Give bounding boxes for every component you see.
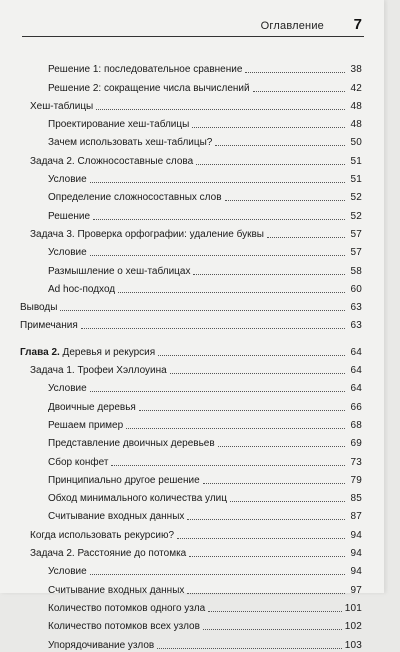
toc-chapter-label <box>20 347 155 359</box>
toc-entry <box>0 278 384 296</box>
toc-entry <box>0 296 384 314</box>
toc-entry-label: Решение 1: последовательное сравнение <box>48 64 243 76</box>
toc-entry <box>0 314 384 332</box>
toc-entry <box>0 168 384 186</box>
toc-entry-page: 97 <box>350 584 362 596</box>
toc-entry-page: 79 <box>350 474 362 486</box>
toc-leader <box>170 373 345 374</box>
toc-entry-page: 58 <box>350 265 362 277</box>
toc-leader <box>267 237 345 238</box>
toc-leader <box>90 574 345 575</box>
header-rule <box>22 36 364 37</box>
toc-entry <box>0 450 384 468</box>
toc-leader <box>111 465 345 466</box>
toc-entry-label: Задача 2. Расстояние до потомка <box>30 548 187 560</box>
toc-entry-label: Примечания <box>20 320 78 332</box>
toc-entry <box>0 186 384 204</box>
toc-entry <box>0 487 384 505</box>
toc-entry-page: 64 <box>350 346 362 358</box>
page-number: 7 <box>353 16 362 33</box>
toc-entry-page: 63 <box>350 302 362 314</box>
toc-leader <box>158 355 345 356</box>
toc-leader <box>118 292 345 293</box>
toc-entry-page: 68 <box>350 419 362 431</box>
toc-leader <box>203 629 342 630</box>
toc-entry-label: Решение <box>48 210 91 222</box>
toc-leader <box>245 72 345 73</box>
toc-entry-page: 87 <box>350 511 362 523</box>
toc-entry <box>0 377 384 395</box>
toc-entry <box>0 76 384 94</box>
toc-leader <box>96 109 345 110</box>
toc-entry-label: Размышление о хеш-таблицах <box>48 265 191 277</box>
toc-entry-page: 103 <box>344 639 362 651</box>
toc-entry <box>0 633 384 651</box>
toc-entry-label: Принципиально другое решение <box>48 474 200 486</box>
toc-entry <box>0 432 384 450</box>
toc-entry <box>0 113 384 131</box>
toc-entry-label: Условие <box>48 174 87 186</box>
toc-leader <box>90 391 345 392</box>
toc-leader <box>203 483 345 484</box>
toc-leader <box>157 648 341 649</box>
toc-entry-label: Сбор конфет <box>48 456 109 468</box>
toc-entry <box>0 131 384 149</box>
toc-entry <box>0 542 384 560</box>
toc-entry-label: Двоичные деревья <box>48 401 136 413</box>
toc-entry-label: Представление двоичных деревьев <box>48 438 215 450</box>
toc-entry-page: 102 <box>344 621 362 633</box>
toc-leader <box>93 219 345 220</box>
toc-entry-label: Задача 3. Проверка орфографии: удаление буквы <box>30 228 264 240</box>
toc-entry <box>0 578 384 596</box>
toc-leader <box>225 200 345 201</box>
toc-entry-label: Условие <box>48 247 87 259</box>
toc-entry-page: 94 <box>350 548 362 560</box>
toc-entry-page: 64 <box>350 365 362 377</box>
toc-leader <box>126 428 345 429</box>
toc-chapter-number: Глава 2. <box>20 346 60 358</box>
toc-entry <box>0 259 384 277</box>
toc-entry-page: 38 <box>350 64 362 76</box>
toc-leader <box>253 91 345 92</box>
toc-entry <box>0 560 384 578</box>
toc-leader <box>60 310 345 311</box>
toc-entry-page: 57 <box>350 247 362 259</box>
toc-entry <box>0 204 384 222</box>
toc-entry <box>0 223 384 241</box>
toc-entry-page: 52 <box>350 192 362 204</box>
toc-entry-label: Решаем пример <box>48 419 124 431</box>
toc-entry-label: Определение сложносоставных слов <box>48 192 222 204</box>
toc-entry <box>0 58 384 76</box>
toc-entry-page: 69 <box>350 438 362 450</box>
toc-leader <box>90 255 345 256</box>
toc-leader <box>193 274 345 275</box>
toc-entry-label: Задача 2. Сложносоставные слова <box>30 155 194 167</box>
toc-entry <box>0 505 384 523</box>
toc-entry-label: Считывание входных данных <box>48 584 185 596</box>
toc-entry-label: Задача 1. Трофеи Хэллоуина <box>30 365 167 377</box>
toc-leader <box>196 164 345 165</box>
toc-entry-page: 48 <box>350 119 362 131</box>
toc-entry-label: Обход минимального количества улиц <box>48 493 227 505</box>
toc-entry-page: 51 <box>350 155 362 167</box>
toc-entry <box>0 241 384 259</box>
toc-entry-page: 42 <box>350 82 362 94</box>
toc-entry-label: Упорядочивание узлов <box>48 639 155 651</box>
toc-leader <box>90 182 345 183</box>
toc-entry <box>0 95 384 113</box>
toc-entry-page: 50 <box>350 137 362 149</box>
toc-chapter-entry <box>0 340 384 358</box>
toc-leader <box>215 145 345 146</box>
toc-entry-page: 51 <box>350 174 362 186</box>
toc-entry-page: 101 <box>344 602 362 614</box>
toc-entry <box>0 469 384 487</box>
toc-entry-page: 85 <box>350 493 362 505</box>
toc-entry <box>0 597 384 615</box>
toc-entry-label: Условие <box>48 383 87 395</box>
toc-entry-page: 94 <box>350 566 362 578</box>
toc-entry <box>0 615 384 633</box>
toc-entry-label: Проектирование хеш-таблицы <box>48 119 190 131</box>
toc-entry-label: Количество потомков всех узлов <box>48 621 200 633</box>
toc-leader <box>177 538 345 539</box>
toc-entry-page: 73 <box>350 456 362 468</box>
toc-leader <box>230 501 345 502</box>
toc-entry-label: Условие <box>48 566 87 578</box>
toc-entry <box>0 523 384 541</box>
toc-leader <box>81 328 345 329</box>
toc-entry-label: Ad hoc-подход <box>48 283 116 295</box>
toc-leader <box>139 410 345 411</box>
toc-entry <box>0 414 384 432</box>
running-header <box>0 0 384 40</box>
toc-entry-page: 63 <box>350 320 362 332</box>
table-of-contents <box>0 58 384 652</box>
toc-entry-page: 64 <box>350 383 362 395</box>
toc-entry-label: Считывание входных данных <box>48 511 185 523</box>
toc-entry-page: 66 <box>350 401 362 413</box>
toc-entry-label: Зачем использовать хеш-таблицы? <box>48 137 213 149</box>
toc-entry-page: 57 <box>350 228 362 240</box>
toc-leader <box>192 127 345 128</box>
toc-entry-page: 60 <box>350 283 362 295</box>
toc-entry <box>0 149 384 167</box>
toc-entry-label: Хеш-таблицы <box>30 100 94 112</box>
toc-leader <box>218 446 345 447</box>
toc-entry <box>0 359 384 377</box>
toc-entry-page: 94 <box>350 529 362 541</box>
toc-entry-label: Количество потомков одного узла <box>48 602 206 614</box>
toc-entry-page: 52 <box>350 210 362 222</box>
toc-entry <box>0 395 384 413</box>
toc-leader <box>189 556 345 557</box>
toc-entry-label: Решение 2: сокращение числа вычислений <box>48 82 250 94</box>
toc-entry-label: Выводы <box>20 302 58 314</box>
toc-leader <box>208 611 342 612</box>
toc-chapter-title: Деревья и рекурсия <box>59 346 156 358</box>
toc-entry-label: Когда использовать рекурсию? <box>30 529 174 541</box>
toc-leader <box>187 519 345 520</box>
running-header-title: Оглавление <box>260 20 324 32</box>
toc-entry-page: 48 <box>350 100 362 112</box>
